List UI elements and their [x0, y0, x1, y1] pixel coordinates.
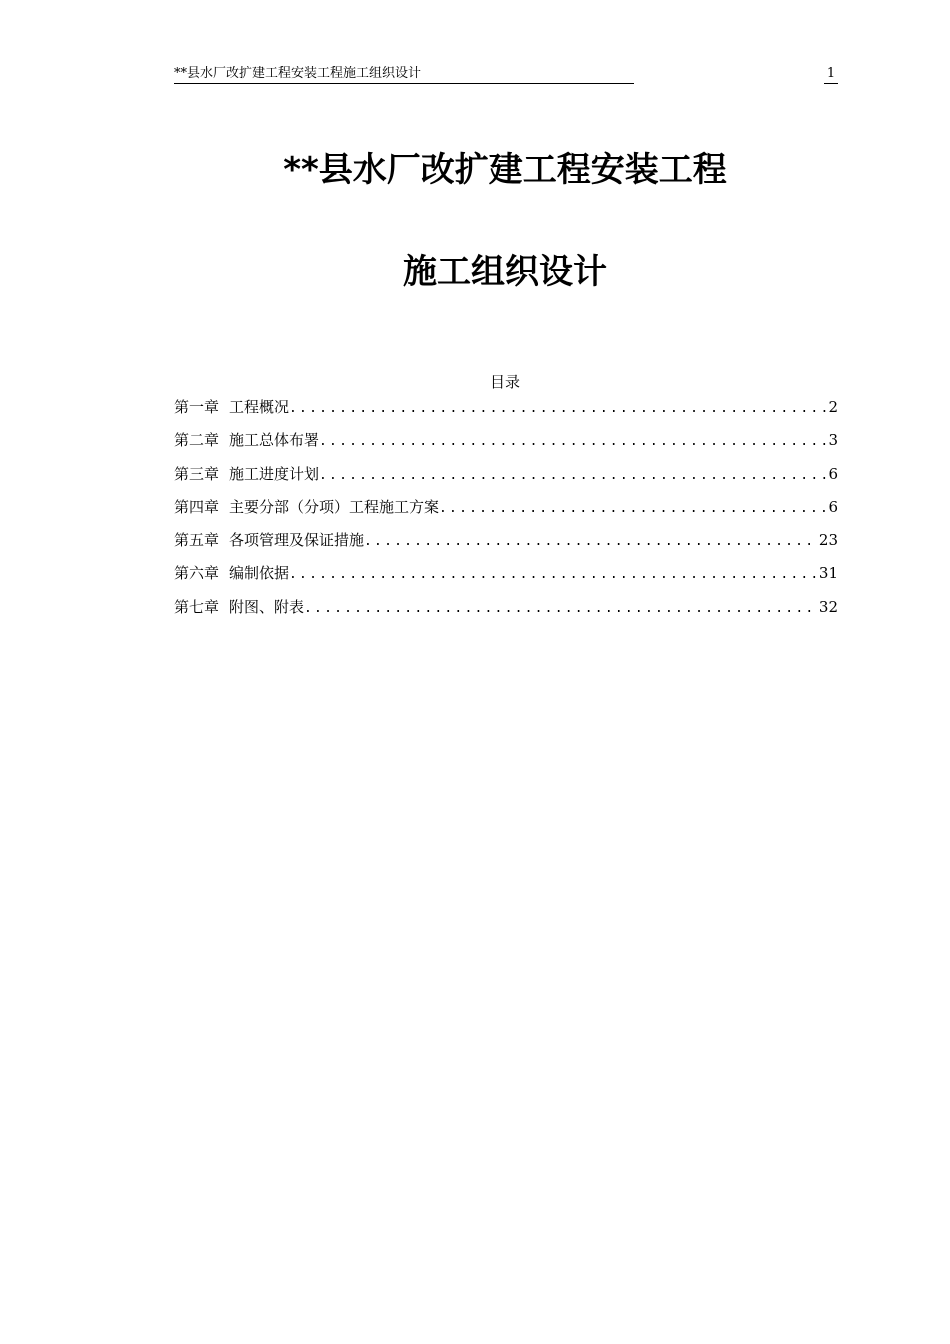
toc-entry[interactable] — [174, 397, 838, 430]
toc-entry[interactable] — [174, 430, 838, 463]
toc-entry[interactable] — [174, 530, 838, 563]
toc-entry-title: 施工进度计划 — [229, 464, 320, 483]
toc-entry-title: 施工总体布署 — [229, 431, 320, 450]
toc-chapter-label: 第三章 — [174, 464, 220, 483]
toc-entry[interactable] — [174, 497, 838, 530]
toc-entry-title: 附图、附表 — [229, 597, 305, 616]
toc-chapter-label: 第六章 — [174, 564, 220, 583]
document-title-line-1: **县水厂改扩建工程安装工程 — [283, 150, 727, 190]
toc-chapter-label: 第七章 — [174, 597, 220, 616]
toc-page-number: 23 — [818, 531, 838, 550]
table-of-contents — [174, 397, 838, 630]
toc-dot-leader — [304, 599, 817, 619]
toc-dot-leader — [289, 565, 817, 585]
toc-page-number: 3 — [828, 431, 838, 450]
toc-chapter-label: 第二章 — [174, 431, 220, 450]
toc-entry[interactable] — [174, 597, 838, 630]
toc-entry-title: 主要分部（分项）工程施工方案 — [229, 497, 440, 516]
toc-dot-leader — [439, 499, 826, 519]
document-title-line-2: 施工组织设计 — [403, 252, 607, 292]
toc-dot-leader — [319, 466, 826, 486]
toc-page-number: 6 — [828, 464, 838, 483]
toc-chapter-label: 第一章 — [174, 398, 220, 416]
running-header-title: **县水厂改扩建工程安装工程施工组织设计 — [174, 66, 634, 84]
toc-entry-title: 各项管理及保证措施 — [229, 531, 365, 550]
toc-entry[interactable] — [174, 464, 838, 497]
toc-entry[interactable] — [174, 563, 838, 596]
toc-heading: 目录 — [489, 373, 520, 391]
toc-entry-title: 工程概况 — [229, 398, 290, 416]
toc-page-number: 31 — [818, 564, 838, 583]
toc-page-number: 2 — [828, 398, 838, 416]
toc-chapter-label: 第五章 — [174, 531, 220, 550]
toc-dot-leader — [289, 399, 826, 419]
toc-dot-leader — [319, 432, 826, 452]
toc-chapter-label: 第四章 — [174, 497, 220, 516]
toc-page-number: 32 — [818, 597, 838, 616]
toc-dot-leader — [364, 532, 817, 552]
toc-entry-title: 编制依据 — [229, 564, 290, 583]
toc-page-number: 6 — [828, 497, 838, 516]
header-page-number: 1 — [824, 66, 838, 84]
